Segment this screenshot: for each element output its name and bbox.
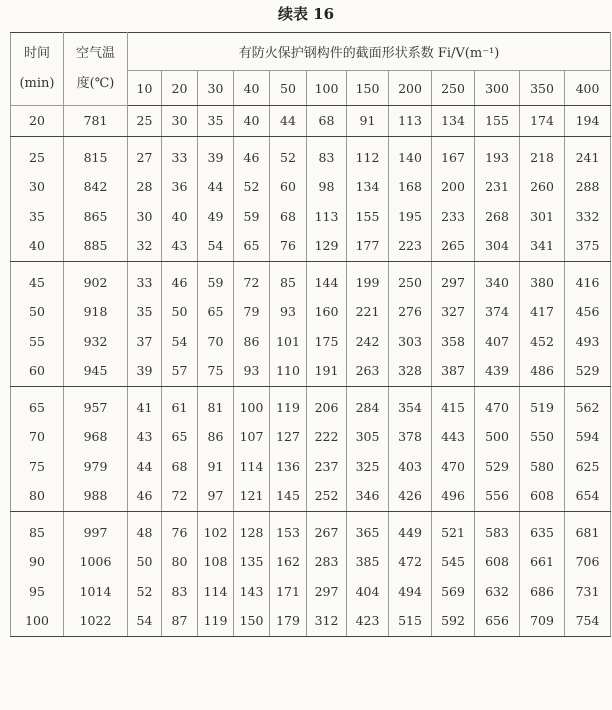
time-cell: 90	[11, 547, 64, 577]
value-cell: 119	[270, 386, 307, 422]
time-cell: 65	[11, 386, 64, 422]
table-row	[11, 481, 611, 511]
value-cell: 80	[162, 547, 198, 577]
value-cell: 594	[565, 422, 611, 452]
table-row	[11, 386, 611, 422]
value-cell: 545	[432, 547, 475, 577]
value-cell: 496	[432, 481, 475, 511]
value-cell: 61	[162, 386, 198, 422]
temperature-cell: 968	[64, 422, 128, 452]
value-cell: 70	[198, 327, 234, 357]
value-cell: 128	[234, 511, 270, 547]
value-cell: 556	[475, 481, 520, 511]
value-cell: 41	[128, 386, 162, 422]
value-cell: 231	[475, 172, 520, 202]
coefficient-header-cell: 10	[128, 71, 162, 106]
table-row	[11, 422, 611, 452]
value-cell: 44	[270, 106, 307, 137]
temperature-cell: 1014	[64, 577, 128, 607]
value-cell: 114	[198, 577, 234, 607]
value-cell: 97	[198, 481, 234, 511]
value-cell: 521	[432, 511, 475, 547]
value-cell: 519	[520, 386, 565, 422]
value-cell: 121	[234, 481, 270, 511]
temperature-cell: 815	[64, 136, 128, 172]
coefficient-header-cell: 20	[162, 71, 198, 106]
coefficient-header-cell: 200	[389, 71, 432, 106]
value-cell: 65	[198, 297, 234, 327]
coefficient-header-cell: 300	[475, 71, 520, 106]
value-cell: 35	[198, 106, 234, 137]
value-cell: 569	[432, 577, 475, 607]
time-cell: 55	[11, 327, 64, 357]
value-cell: 404	[347, 577, 389, 607]
coefficient-header-cell: 100	[307, 71, 347, 106]
value-cell: 385	[347, 547, 389, 577]
value-cell: 493	[565, 327, 611, 357]
value-cell: 260	[520, 172, 565, 202]
temperature-cell: 979	[64, 452, 128, 482]
value-cell: 550	[520, 422, 565, 452]
value-cell: 76	[162, 511, 198, 547]
value-cell: 354	[389, 386, 432, 422]
value-cell: 143	[234, 577, 270, 607]
coefficient-header-cell: 250	[432, 71, 475, 106]
coefficient-header-cell: 50	[270, 71, 307, 106]
value-cell: 387	[432, 356, 475, 386]
value-cell: 515	[389, 606, 432, 636]
value-cell: 500	[475, 422, 520, 452]
table-row	[11, 261, 611, 297]
value-cell: 656	[475, 606, 520, 636]
value-cell: 25	[128, 106, 162, 137]
value-cell: 135	[234, 547, 270, 577]
value-cell: 529	[475, 452, 520, 482]
value-cell: 327	[432, 297, 475, 327]
temperature-cell: 957	[64, 386, 128, 422]
coefficient-header-cell: 40	[234, 71, 270, 106]
time-cell: 100	[11, 606, 64, 636]
value-cell: 608	[520, 481, 565, 511]
value-cell: 494	[389, 577, 432, 607]
value-cell: 54	[198, 231, 234, 261]
value-cell: 276	[389, 297, 432, 327]
value-cell: 305	[347, 422, 389, 452]
value-cell: 155	[347, 202, 389, 232]
temperature-cell: 865	[64, 202, 128, 232]
value-cell: 76	[270, 231, 307, 261]
value-cell: 72	[234, 261, 270, 297]
value-cell: 54	[128, 606, 162, 636]
value-cell: 731	[565, 577, 611, 607]
value-cell: 33	[162, 136, 198, 172]
value-cell: 452	[520, 327, 565, 357]
coefficient-header-cell: 400	[565, 71, 611, 106]
temperature-cell: 1022	[64, 606, 128, 636]
value-cell: 150	[234, 606, 270, 636]
temperature-cell: 1006	[64, 547, 128, 577]
time-cell: 35	[11, 202, 64, 232]
value-cell: 171	[270, 577, 307, 607]
value-cell: 223	[389, 231, 432, 261]
time-cell: 40	[11, 231, 64, 261]
value-cell: 65	[234, 231, 270, 261]
value-cell: 378	[389, 422, 432, 452]
value-cell: 472	[389, 547, 432, 577]
temperature-cell: 902	[64, 261, 128, 297]
value-cell: 93	[234, 356, 270, 386]
time-cell: 30	[11, 172, 64, 202]
value-cell: 113	[389, 106, 432, 137]
value-cell: 160	[307, 297, 347, 327]
value-cell: 28	[128, 172, 162, 202]
value-cell: 332	[565, 202, 611, 232]
value-cell: 50	[128, 547, 162, 577]
value-cell: 27	[128, 136, 162, 172]
table-row	[11, 136, 611, 172]
value-cell: 127	[270, 422, 307, 452]
value-cell: 195	[389, 202, 432, 232]
temperature-cell: 918	[64, 297, 128, 327]
value-cell: 403	[389, 452, 432, 482]
value-cell: 174	[520, 106, 565, 137]
coefficient-header-cell: 30	[198, 71, 234, 106]
value-cell: 155	[475, 106, 520, 137]
temperature-cell: 842	[64, 172, 128, 202]
table-row	[11, 577, 611, 607]
value-cell: 79	[234, 297, 270, 327]
value-cell: 46	[162, 261, 198, 297]
value-cell: 470	[475, 386, 520, 422]
value-cell: 358	[432, 327, 475, 357]
value-cell: 32	[128, 231, 162, 261]
value-cell: 365	[347, 511, 389, 547]
value-cell: 304	[475, 231, 520, 261]
value-cell: 93	[270, 297, 307, 327]
value-cell: 562	[565, 386, 611, 422]
value-cell: 449	[389, 511, 432, 547]
temperature-header-unit: 度(℃)	[76, 76, 115, 91]
value-cell: 98	[307, 172, 347, 202]
value-cell: 268	[475, 202, 520, 232]
value-cell: 134	[432, 106, 475, 137]
value-cell: 85	[270, 261, 307, 297]
value-cell: 283	[307, 547, 347, 577]
value-cell: 136	[270, 452, 307, 482]
value-cell: 237	[307, 452, 347, 482]
value-cell: 46	[128, 481, 162, 511]
value-cell: 52	[128, 577, 162, 607]
time-cell: 85	[11, 511, 64, 547]
value-cell: 417	[520, 297, 565, 327]
value-cell: 456	[565, 297, 611, 327]
value-cell: 68	[307, 106, 347, 137]
table-body	[11, 106, 611, 637]
value-cell: 608	[475, 547, 520, 577]
value-cell: 114	[234, 452, 270, 482]
value-cell: 68	[270, 202, 307, 232]
time-cell: 75	[11, 452, 64, 482]
value-cell: 37	[128, 327, 162, 357]
time-header-label: 时间	[23, 46, 50, 61]
value-cell: 263	[347, 356, 389, 386]
table-row	[11, 511, 611, 547]
value-cell: 179	[270, 606, 307, 636]
coefficient-header-cell: 150	[347, 71, 389, 106]
value-cell: 100	[234, 386, 270, 422]
value-cell: 86	[198, 422, 234, 452]
value-cell: 312	[307, 606, 347, 636]
value-cell: 754	[565, 606, 611, 636]
value-cell: 416	[565, 261, 611, 297]
value-cell: 177	[347, 231, 389, 261]
value-cell: 40	[162, 202, 198, 232]
table-row	[11, 106, 611, 137]
fire-protection-table	[10, 32, 611, 637]
value-cell: 101	[270, 327, 307, 357]
time-column-header	[11, 33, 64, 106]
time-cell: 50	[11, 297, 64, 327]
value-cell: 68	[162, 452, 198, 482]
value-cell: 635	[520, 511, 565, 547]
value-cell: 107	[234, 422, 270, 452]
value-cell: 709	[520, 606, 565, 636]
coefficient-group-header: 有防火保护钢构件的截面形状系数 Fi/V(m⁻¹)	[128, 33, 611, 71]
value-cell: 200	[432, 172, 475, 202]
value-cell: 242	[347, 327, 389, 357]
time-cell: 95	[11, 577, 64, 607]
value-cell: 87	[162, 606, 198, 636]
value-cell: 153	[270, 511, 307, 547]
value-cell: 265	[432, 231, 475, 261]
value-cell: 241	[565, 136, 611, 172]
value-cell: 580	[520, 452, 565, 482]
value-cell: 407	[475, 327, 520, 357]
time-cell: 60	[11, 356, 64, 386]
value-cell: 346	[347, 481, 389, 511]
value-cell: 375	[565, 231, 611, 261]
table-row	[11, 547, 611, 577]
value-cell: 44	[198, 172, 234, 202]
value-cell: 129	[307, 231, 347, 261]
time-cell: 20	[11, 106, 64, 137]
value-cell: 297	[307, 577, 347, 607]
table-header	[11, 33, 611, 106]
table-row	[11, 452, 611, 482]
value-cell: 52	[234, 172, 270, 202]
value-cell: 59	[234, 202, 270, 232]
value-cell: 222	[307, 422, 347, 452]
value-cell: 380	[520, 261, 565, 297]
value-cell: 113	[307, 202, 347, 232]
value-cell: 46	[234, 136, 270, 172]
value-cell: 40	[234, 106, 270, 137]
time-cell: 70	[11, 422, 64, 452]
value-cell: 443	[432, 422, 475, 452]
temperature-cell: 885	[64, 231, 128, 261]
value-cell: 654	[565, 481, 611, 511]
value-cell: 30	[162, 106, 198, 137]
value-cell: 218	[520, 136, 565, 172]
value-cell: 83	[162, 577, 198, 607]
value-cell: 50	[162, 297, 198, 327]
value-cell: 194	[565, 106, 611, 137]
value-cell: 110	[270, 356, 307, 386]
table-row	[11, 327, 611, 357]
value-cell: 341	[520, 231, 565, 261]
value-cell: 86	[234, 327, 270, 357]
value-cell: 57	[162, 356, 198, 386]
table-row	[11, 172, 611, 202]
table-row	[11, 606, 611, 636]
value-cell: 303	[389, 327, 432, 357]
value-cell: 144	[307, 261, 347, 297]
value-cell: 91	[347, 106, 389, 137]
value-cell: 43	[128, 422, 162, 452]
value-cell: 486	[520, 356, 565, 386]
value-cell: 632	[475, 577, 520, 607]
value-cell: 191	[307, 356, 347, 386]
value-cell: 328	[389, 356, 432, 386]
time-cell: 80	[11, 481, 64, 511]
value-cell: 49	[198, 202, 234, 232]
value-cell: 91	[198, 452, 234, 482]
value-cell: 470	[432, 452, 475, 482]
value-cell: 48	[128, 511, 162, 547]
value-cell: 140	[389, 136, 432, 172]
value-cell: 83	[307, 136, 347, 172]
value-cell: 439	[475, 356, 520, 386]
value-cell: 54	[162, 327, 198, 357]
value-cell: 134	[347, 172, 389, 202]
value-cell: 284	[347, 386, 389, 422]
value-cell: 529	[565, 356, 611, 386]
value-cell: 108	[198, 547, 234, 577]
value-cell: 119	[198, 606, 234, 636]
value-cell: 426	[389, 481, 432, 511]
time-header-unit: (min)	[19, 76, 55, 91]
value-cell: 102	[198, 511, 234, 547]
value-cell: 43	[162, 231, 198, 261]
coefficient-header-cell: 350	[520, 71, 565, 106]
value-cell: 325	[347, 452, 389, 482]
value-cell: 39	[128, 356, 162, 386]
value-cell: 301	[520, 202, 565, 232]
value-cell: 145	[270, 481, 307, 511]
temperature-cell: 945	[64, 356, 128, 386]
value-cell: 206	[307, 386, 347, 422]
time-cell: 45	[11, 261, 64, 297]
value-cell: 81	[198, 386, 234, 422]
value-cell: 175	[307, 327, 347, 357]
value-cell: 39	[198, 136, 234, 172]
value-cell: 65	[162, 422, 198, 452]
table-caption: 续表 16	[277, 5, 335, 23]
value-cell: 374	[475, 297, 520, 327]
value-cell: 60	[270, 172, 307, 202]
value-cell: 583	[475, 511, 520, 547]
temperature-header-label: 空气温	[75, 46, 115, 61]
value-cell: 297	[432, 261, 475, 297]
value-cell: 75	[198, 356, 234, 386]
value-cell: 661	[520, 547, 565, 577]
value-cell: 706	[565, 547, 611, 577]
temperature-cell: 997	[64, 511, 128, 547]
value-cell: 167	[432, 136, 475, 172]
value-cell: 199	[347, 261, 389, 297]
table-row	[11, 356, 611, 386]
value-cell: 59	[198, 261, 234, 297]
table-row	[11, 231, 611, 261]
value-cell: 686	[520, 577, 565, 607]
value-cell: 35	[128, 297, 162, 327]
temperature-cell: 988	[64, 481, 128, 511]
value-cell: 44	[128, 452, 162, 482]
value-cell: 681	[565, 511, 611, 547]
value-cell: 252	[307, 481, 347, 511]
time-cell: 25	[11, 136, 64, 172]
value-cell: 168	[389, 172, 432, 202]
value-cell: 625	[565, 452, 611, 482]
value-cell: 415	[432, 386, 475, 422]
value-cell: 30	[128, 202, 162, 232]
value-cell: 221	[347, 297, 389, 327]
temperature-column-header	[64, 33, 128, 106]
value-cell: 72	[162, 481, 198, 511]
value-cell: 162	[270, 547, 307, 577]
value-cell: 250	[389, 261, 432, 297]
temperature-cell: 781	[64, 106, 128, 137]
value-cell: 233	[432, 202, 475, 232]
value-cell: 423	[347, 606, 389, 636]
value-cell: 592	[432, 606, 475, 636]
value-cell: 340	[475, 261, 520, 297]
value-cell: 193	[475, 136, 520, 172]
table-row	[11, 202, 611, 232]
value-cell: 52	[270, 136, 307, 172]
value-cell: 267	[307, 511, 347, 547]
value-cell: 112	[347, 136, 389, 172]
value-cell: 33	[128, 261, 162, 297]
table-row	[11, 297, 611, 327]
temperature-cell: 932	[64, 327, 128, 357]
value-cell: 36	[162, 172, 198, 202]
value-cell: 288	[565, 172, 611, 202]
